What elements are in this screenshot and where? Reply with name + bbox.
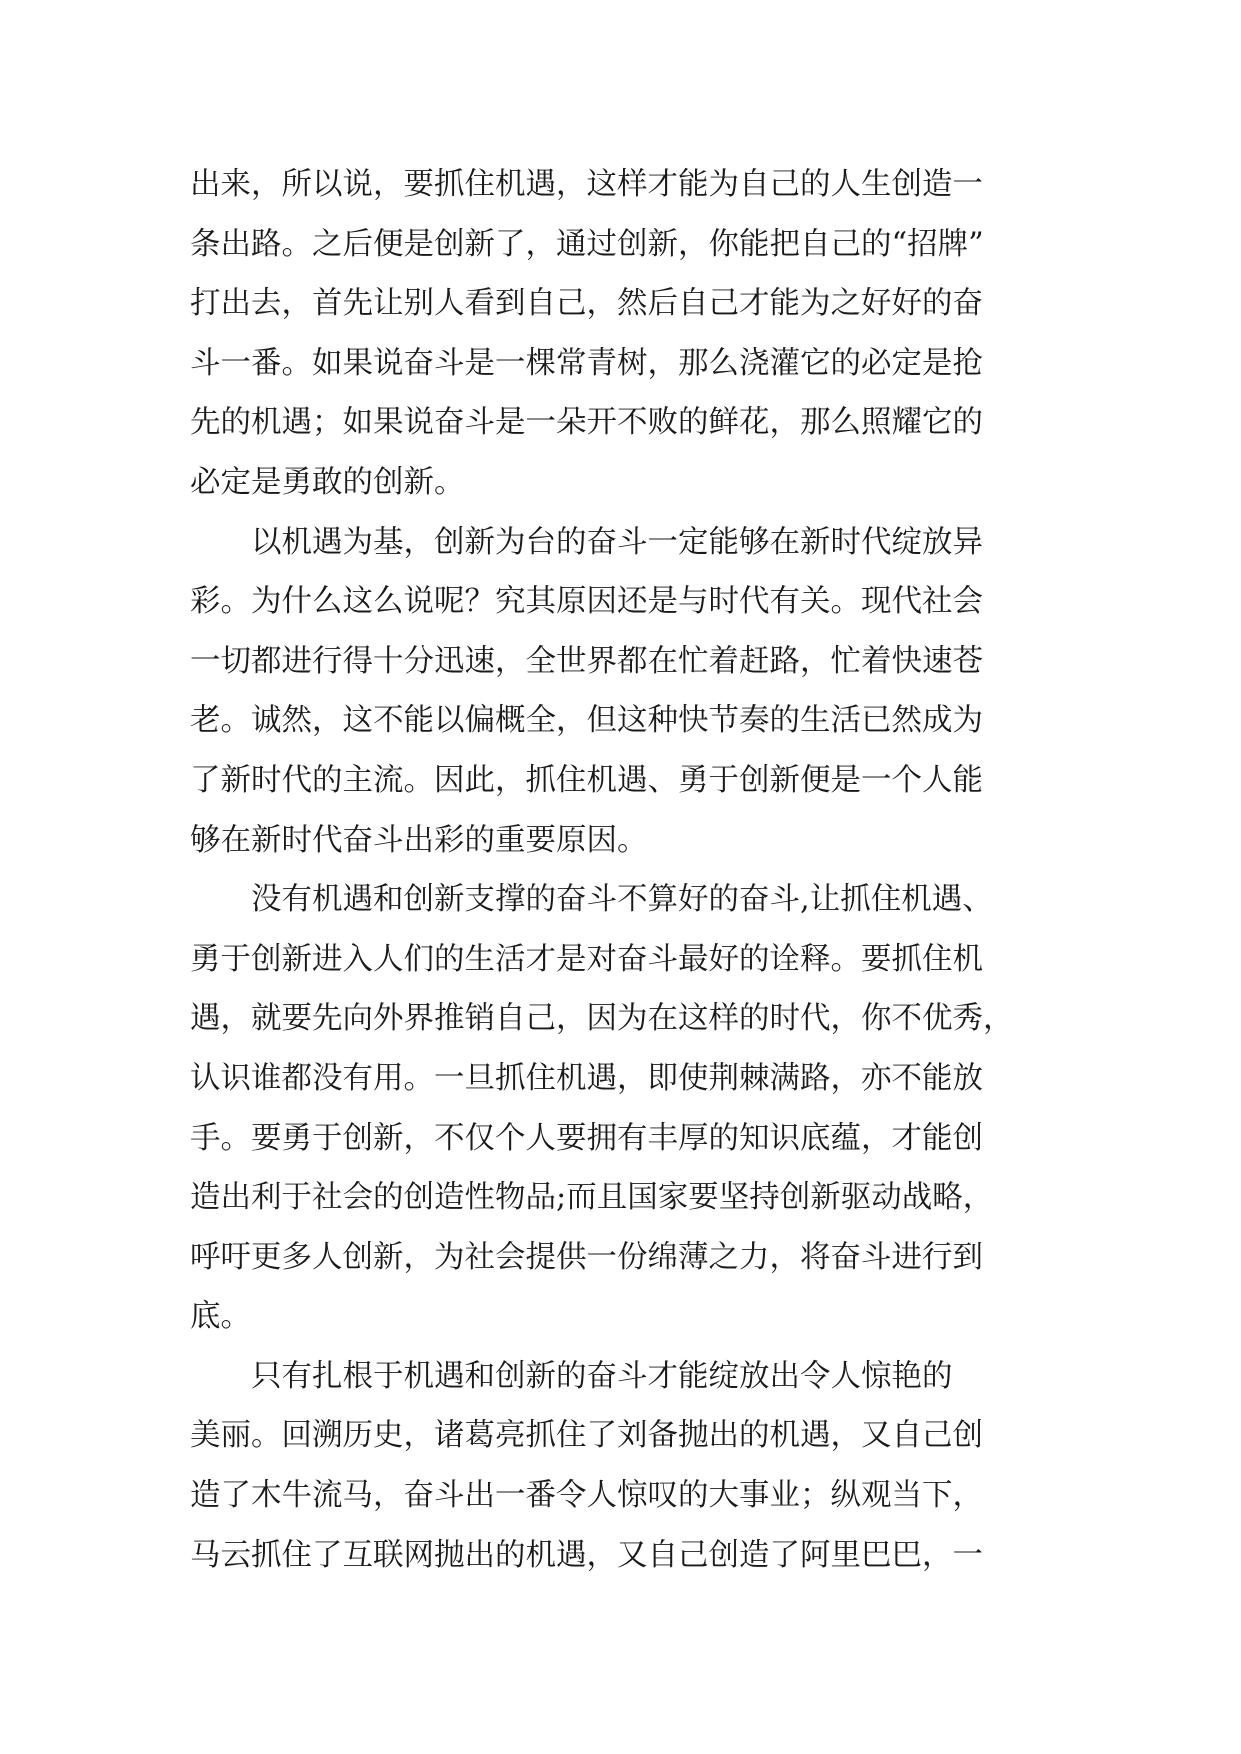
- text-line: 呼吁更多人创新，为社会提供一份绵薄之力，将奋斗进行到: [190, 1239, 983, 1275]
- text-line: 彩。为什么这么说呢？究其原因还是与时代有关。现代社会: [190, 584, 983, 620]
- text-line: 手。要勇于创新，不仅个人要拥有丰厚的知识底蕴，才能创: [190, 1120, 983, 1156]
- text-line: 造出利于社会的创造性物品;而且国家要坚持创新驱动战略，: [190, 1180, 994, 1216]
- paragraph: [190, 513, 1060, 871]
- text-line: 造了木牛流马，奋斗出一番令人惊叹的大事业；纵观当下，: [190, 1478, 983, 1514]
- text-line: 必定是勇敢的创新。: [190, 464, 465, 500]
- text-line: 够在新时代奋斗出彩的重要原因。: [190, 822, 648, 858]
- text-line: 条出路。之后便是创新了，通过创新，你能把自己的“招牌”: [190, 226, 984, 262]
- paragraph: [190, 155, 1060, 513]
- text-line: 美丽。回溯历史，诸葛亮抓住了刘备抛出的机遇，又自己创: [190, 1418, 983, 1454]
- text-line: 认识谁都没有用。一旦抓住机遇，即使荆棘满路，亦不能放: [190, 1060, 983, 1096]
- text-line: 先的机遇；如果说奋斗是一朵开不败的鲜花，那么照耀它的: [190, 405, 983, 441]
- body-text: [190, 155, 1060, 1585]
- text-line: 了新时代的主流。因此，抓住机遇、勇于创新便是一个人能: [190, 762, 983, 798]
- text-line: 出来，所以说，要抓住机遇，这样才能为自己的人生创造一: [190, 167, 983, 202]
- text-line: 底。: [190, 1299, 251, 1335]
- paragraph: [190, 870, 1060, 1347]
- text-line: 马云抓住了互联网抛出的机遇，又自己创造了阿里巴巴，一: [190, 1537, 983, 1573]
- text-line: 勇于创新进入人们的生活才是对奋斗最好的诠释。要抓住机: [190, 941, 983, 977]
- paragraph: [190, 1347, 1060, 1585]
- text-line: 没有机遇和创新支撑的奋斗不算好的奋斗,让抓住机遇、: [251, 882, 993, 918]
- text-line: 遇，就要先向外界推销自己，因为在这样的时代，你不优秀，: [190, 1001, 1014, 1037]
- text-line: 老。诚然，这不能以偏概全，但这种快节奏的生活已然成为: [190, 703, 983, 739]
- text-line: 一切都进行得十分迅速，全世界都在忙着赶路，忙着快速苍: [190, 643, 983, 679]
- text-line: 只有扎根于机遇和创新的奋斗才能绽放出令人惊艳的: [251, 1358, 953, 1394]
- text-line: 打出去，首先让别人看到自己，然后自己才能为之好好的奋: [190, 286, 983, 322]
- text-line: 斗一番。如果说奋斗是一棵常青树，那么浇灌它的必定是抢: [190, 345, 983, 381]
- text-line: 以机遇为基，创新为台的奋斗一定能够在新时代绽放异: [251, 524, 983, 560]
